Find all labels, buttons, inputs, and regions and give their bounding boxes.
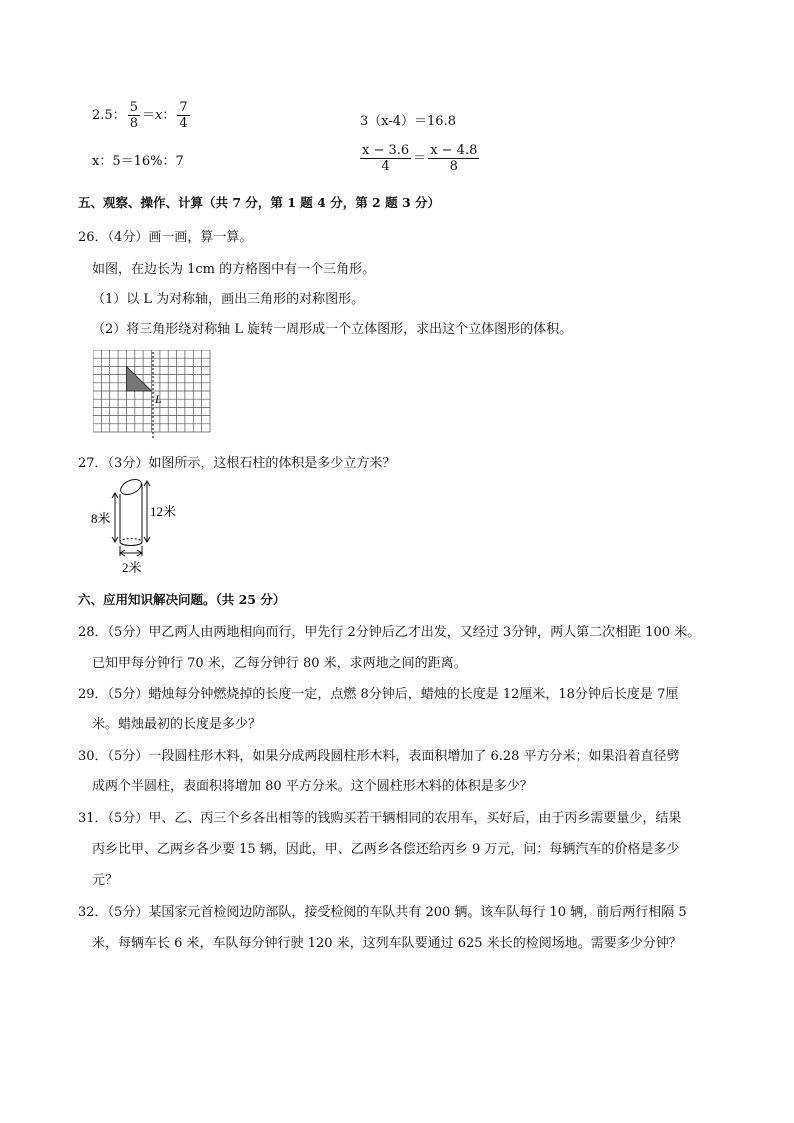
- eq1-f1-num: 5: [129, 100, 138, 115]
- grid-figure: [93, 350, 213, 440]
- q26-line-3: （2）将三角形绕对称轴 L 旋转一周形成一个立体图形，求出这个立体图形的体积。: [92, 322, 573, 337]
- pillar-figure: [88, 472, 188, 580]
- pillar-label-left: 8米: [91, 511, 111, 526]
- q31-line-1: 31．（5分）甲、乙、丙三个乡各出相等的钱购买若干辆相同的农用车，买好后，由于丙乡需要量少，结果: [78, 811, 682, 826]
- eq1-lead: 2.5：: [92, 108, 126, 123]
- pillar-label-bottom: 2米: [122, 560, 142, 575]
- section-5-title: 五、观察、操作、计算（共 7 分，第 1 题 4 分，第 2 题 3 分）: [78, 195, 441, 210]
- eq1-fraction-1: [128, 100, 140, 131]
- q28-line-1: 28．（5分）甲乙两人由两地相向而行，甲先行 2分钟后乙才出发，又经过 3分钟，两人第二次相距 100 米。: [78, 625, 701, 640]
- q31-line-3: 元？: [92, 873, 119, 888]
- q26-header: 26．（4分）画一画，算一算。: [78, 230, 253, 245]
- eq4-f2-den: 8: [449, 159, 458, 174]
- q26-line-2: （1）以 L 为对称轴，画出三角形的对称图形。: [92, 292, 365, 307]
- q27-header: 27．（3分）如图所示，这根石柱的体积是多少立方米？: [78, 456, 396, 471]
- eq1-colon: ：: [162, 108, 176, 123]
- eq4-eq: ＝: [413, 151, 427, 166]
- q26-line-1: 如图，在边长为 1cm 的方格图中有一个三角形。: [92, 262, 376, 277]
- eq4-f2-num: x − 4.8: [430, 143, 478, 158]
- eq1-var: x: [154, 108, 163, 123]
- eq1-f2-den: 4: [179, 116, 188, 131]
- q32-line-1: 32．（5分）某国家元首检阅边防部队，接受检阅的车队共有 200 辆。该车队每行 10 辆，前后两行相隔 5: [78, 905, 687, 920]
- eq4-fraction-2: [428, 143, 479, 174]
- equation-4: [358, 143, 481, 174]
- equation-3: x：5＝16%：7: [92, 154, 184, 169]
- eq1-f1-den: 8: [129, 116, 138, 131]
- q29-line-1: 29．（5分）蜡烛每分钟燃烧掉的长度一定，点燃 8分钟后，蜡烛的长度是 12厘米，18分钟后长度是 7厘: [78, 687, 679, 702]
- q29-line-2: 米。蜡烛最初的长度是多少？: [92, 717, 262, 732]
- q32-line-2: 米，每辆车长 6 米，车队每分钟行驶 120 米，这列车队要通过 625 米长的检阅场地。需要多少分钟？: [92, 936, 682, 951]
- pillar-label-right: 12米: [150, 504, 177, 519]
- eq4-f1-num: x − 3.6: [362, 143, 410, 158]
- q30-line-2: 成两个半圆柱，表面积将增加 80 平方分米。这个圆柱形木料的体积是多少？: [92, 779, 533, 794]
- q28-line-2: 已知甲每分钟行 70 米，乙每分钟行 80 米，求两地之间的距离。: [92, 656, 467, 671]
- eq4-fraction-1: [360, 143, 411, 174]
- q31-line-2: 丙乡比甲、乙两乡各少要 15 辆，因此，甲、乙两乡各偿还给丙乡 9 万元，问：每辆汽车的价格是多少: [92, 842, 680, 857]
- eq1-fraction-2: [177, 100, 189, 131]
- q30-line-1: 30．（5分）一段圆柱形木料，如果分成两段圆柱形木料，表面积增加了 6.28 平方分米；如果沿着直径劈: [78, 749, 680, 764]
- eq4-f1-den: 4: [381, 159, 390, 174]
- equation-2: 3（x-4）＝16.8: [360, 114, 456, 129]
- eq1-eq: ＝: [141, 108, 155, 123]
- triangle: [126, 366, 151, 391]
- section-6-title: 六、应用知识解决问题。（共 25 分）: [78, 592, 286, 607]
- axis-label: L: [155, 392, 162, 406]
- equation-1: [92, 100, 192, 131]
- eq1-f2-num: 7: [179, 100, 188, 115]
